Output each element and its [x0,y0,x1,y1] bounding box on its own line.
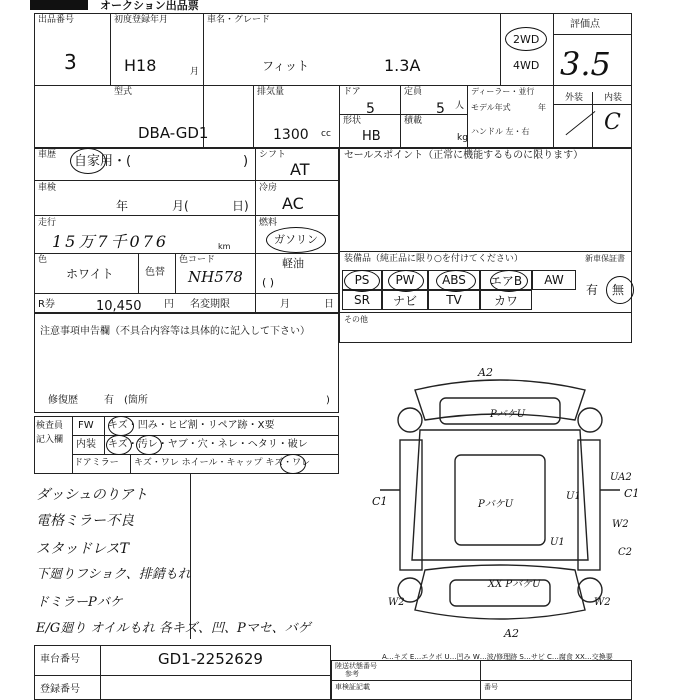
aircon-value: AC [282,194,304,213]
footer-cell-3: 車検証記載 [335,683,370,691]
inspector-fw-text: キズ・凹み・ヒビ割・リペア跡・X要 [108,420,275,431]
circle-pw [388,270,424,292]
model-label: 型式 [114,87,133,97]
mileage-unit: km [218,242,231,251]
mark-xx-rear: XX PバケU [488,579,541,590]
spare-no: 無 [612,283,625,297]
displacement-value: 1300 [273,127,309,143]
score-value: 3.5 [560,45,611,83]
equip-leather: カワ [480,290,532,310]
capacity-unit: 人 [455,101,465,111]
doors-value: 5 [366,101,375,117]
shape-label: 形状 [343,116,362,126]
notes-label: 注意事項申告欄（不具合内容等は具体的に記入して下さい） [40,326,310,337]
car-grade-value: 1.3A [384,56,421,75]
mark-c1-left: C1 [372,495,388,508]
category-circle [70,148,106,174]
footer-cell-4: 番号 [484,683,498,691]
lot-label: 出品番号 [38,15,75,25]
mark-u1-b: U1 [550,537,565,548]
recycle-value: 10,450 [96,299,142,314]
fuel-circle [266,227,326,253]
color-change-label: 色替 [145,267,165,278]
inspector-label-1: 検査員 [36,421,64,431]
color-code-label: 色コード [179,255,216,265]
capacity-label: 定員 [404,87,423,97]
color-value: ホワイト [66,267,114,281]
shift-label: シフト [259,150,287,160]
category-close: ) [243,154,249,169]
chassis-value: GD1-2252629 [158,650,263,668]
category-value: 自家用・( [74,154,132,169]
circle-airbag [490,270,528,292]
inspection-label: 車検 [38,183,57,193]
mark-paint-roof: PバケU [478,499,514,510]
car-name-value: フィット [262,59,310,73]
int-circle-1 [106,435,132,455]
ext-value: ／ [565,110,592,140]
drive-2wd: 2WD [513,33,540,46]
inspector-mirror-head: ドアミラー [74,458,119,468]
expiry-day: 日 [324,299,334,310]
car-name-label: 車名・グレード [207,15,271,25]
model-year-unit: 年 [538,103,546,112]
int-label: 内装 [604,93,623,103]
equip-navi: ナビ [382,290,428,310]
model-value: DBA-GD1 [138,124,209,142]
equip-aw: AW [532,270,576,290]
color-code-value: NH578 [188,268,243,286]
first-reg-month-unit: 月 [190,67,200,77]
mark-w2-bl: W2 [388,597,405,608]
first-reg-label: 初度登録年月 [114,15,169,25]
mark-a2-top: A2 [478,366,493,379]
fuel-label: 燃料 [259,218,278,228]
title-strip [30,0,88,10]
expiry-label: 名変期限 [190,299,230,310]
mark-a2-bottom: A2 [504,627,519,640]
fw-circle [108,416,134,436]
model-year-label: モデル年式 [471,103,511,112]
chassis-label: 車台番号 [40,654,80,665]
mark-u1-a: U1 [566,491,581,502]
inspection-year: 年 [116,199,129,213]
note-line-4: 下廻りフショク、排錆もれ [36,567,191,582]
spare-key-label: 新車保証書 [585,254,625,263]
equip-abs: ABS [428,270,480,290]
int-circle-2 [136,435,162,455]
displacement-label: 排気量 [257,87,285,97]
mark-w2-right: W2 [612,519,629,530]
mirror-circle [280,454,306,474]
inspector-int-head: 内装 [76,439,96,450]
lot-value: 3 [64,50,77,74]
footer-cell-1: 陸送状態番号 [335,662,377,670]
fuel-value: ガソリン [274,233,318,246]
inspector-int-text: キズ・汚レ・ヤブ・穴・ネレ・ヘタリ・破レ [108,439,308,450]
inspector-label-2: 記入欄 [36,435,64,445]
inspection-day: 日) [232,199,249,213]
note-line-1: ダッシュのりアト [36,487,148,503]
int-value: C [604,110,621,135]
mileage-label: 走行 [38,218,57,228]
repair-parts: (箇所 [124,395,148,406]
drive-4wd: 4WD [513,59,540,72]
repair-value: 有 [104,395,114,406]
footer-cell-2: 参考 [345,670,359,678]
circle-abs [436,270,476,292]
mark-ua2: UA2 [610,472,632,483]
sales-point-label: セールスポイント（正常に機能するものに限ります） [344,150,584,161]
circle-ps [344,270,380,292]
inspector-mirror-text: キズ・ワレ ホイール・キャップ キズ・ワレ [134,458,311,468]
note-line-5: ドミラーPバケ [36,595,123,610]
score-label: 評価点 [570,19,600,30]
load-unit: kg [457,133,468,143]
inspector-fw-head: FW [78,420,94,431]
displacement-unit: cc [321,129,331,139]
mark-c2: C2 [618,547,633,558]
sheet-title: オークション出品票 [100,0,199,12]
note-line-3: スタッドレスT [36,541,129,557]
shift-value: AT [290,160,310,179]
first-reg-value: H18 [124,56,157,75]
mark-w2-br: W2 [594,597,611,608]
ext-label: 外装 [565,93,584,103]
register-label: 登録番号 [40,684,80,695]
expiry-month: 月 [280,299,290,310]
mark-c1-right: C1 [624,487,640,500]
equip-tv: TV [428,290,480,310]
shape-value: HB [362,129,381,144]
note-line-2: 電格ミラー不良 [36,513,134,529]
equip-ps: PS [342,270,382,290]
mileage-value: 15万7千076 [52,232,170,251]
recycle-unit: 円 [164,299,174,310]
fuel-paren: ( ) [262,276,275,289]
doors-label: ドア [343,87,361,97]
note-line-6: E/G廻り オイルもれ 各キズ、凹、Pマセ、バゲ [36,621,311,636]
dealer-label: ディーラー・並行 [471,87,535,96]
color-label: 色 [38,255,48,265]
equipment-label: 装備品（純正品に限り○を付けてください） [344,254,523,264]
equip-sr: SR [342,290,382,310]
equip-pw: PW [382,270,428,290]
fuel-alt: 軽油 [282,257,304,270]
category-label: 車歴 [38,150,57,160]
spare-no-circle [606,276,634,304]
sales-frame [339,148,632,343]
repair-close: ) [326,395,330,406]
load-label: 積載 [404,116,423,126]
drive-2wd-circle [505,27,547,51]
aircon-label: 冷房 [259,183,278,193]
recycle-label: R券 [38,299,55,310]
capacity-value: 5 [436,101,445,117]
handle-label: ハンドル 左・右 [471,127,530,136]
inspection-month: 月( [172,199,189,213]
other-label: その他 [344,315,368,324]
equip-airbag: エアB [480,270,532,290]
mark-paint-top: PバケU [490,409,526,420]
legend: A…キズ E…エクボ U…凹み W…波/修理跡 S…サビ C…腐食 XX…交換要 [382,653,613,661]
spare-yes: 有 [586,283,599,297]
repair-label: 修復歴 [48,395,78,406]
